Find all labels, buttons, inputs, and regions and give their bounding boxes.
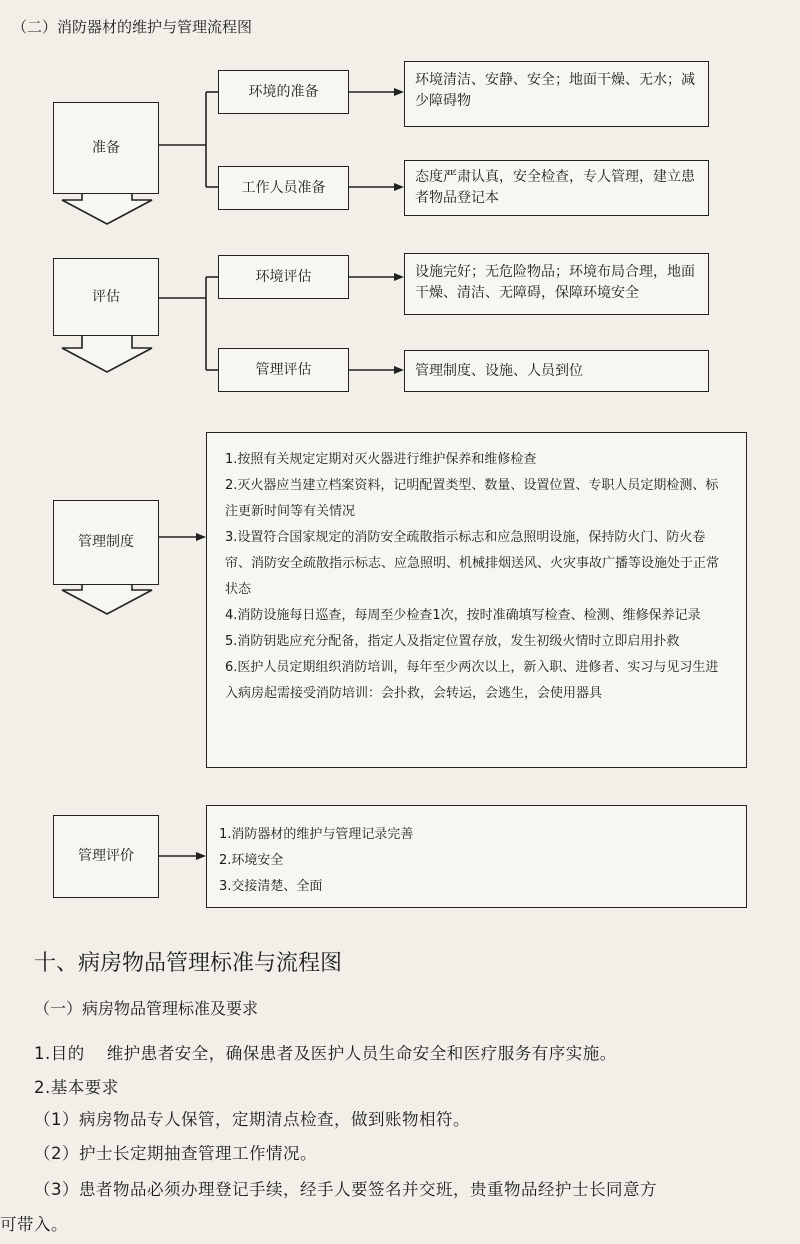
branch-mgmt-assess xyxy=(218,348,349,392)
system-item: 3.设置符合国家规定的消防安全疏散指示标志和应急照明设施，保持防火门、防火卷帘、消防安全疏散指示标志、应急照明、机械排烟送风、火灾事故广播等设施处于正常状态 xyxy=(225,530,720,597)
purpose-label: 1.目的 xyxy=(34,1044,85,1063)
arrowhead xyxy=(394,88,404,96)
branch-staff-prep xyxy=(218,166,349,210)
detail-text: 设施完好；无危险物品；环境布局合理，地面干燥、清洁、无障碍，保障环境安全 xyxy=(415,264,695,301)
branch-env-assess xyxy=(218,255,349,299)
stage-system-label: 管理制度 xyxy=(78,534,134,550)
requirement-item: （2）护士长定期抽查管理工作情况。 xyxy=(34,1144,317,1163)
detail-env-prep xyxy=(404,61,709,127)
purpose-line xyxy=(34,1040,617,1064)
arrowhead xyxy=(196,852,206,860)
arrowhead xyxy=(196,533,206,541)
system-item: 6.医护人员定期组织消防培训，每年至少两次以上，新入职、进修者、实习与见习生进入病房起需接受消防培训：会扑救，会转运，会逃生，会使用器具 xyxy=(225,660,719,701)
arrowhead xyxy=(394,183,404,191)
branch-label: 管理评估 xyxy=(255,361,312,378)
stage-evaluation xyxy=(53,815,159,898)
section-title: （二）消防器材的维护与管理流程图 xyxy=(12,18,253,36)
stage-system xyxy=(53,500,159,585)
branch-env-prep xyxy=(218,70,349,114)
requirements-title: 2.基本要求 xyxy=(34,1078,119,1097)
chapter-title: 十、病房物品管理标准与流程图 xyxy=(34,951,343,976)
branch-label: 工作人员准备 xyxy=(241,179,326,196)
detail-text: 管理制度、设施、人员到位 xyxy=(415,362,583,379)
detail-text: 态度严肃认真，安全检查，专人管理，建立患者物品登记本 xyxy=(415,169,695,206)
system-item: 1.按照有关规定定期对灭火器进行维护保养和维修检查 xyxy=(225,452,537,467)
evaluation-item: 1.消防器材的维护与管理记录完善 xyxy=(219,827,414,842)
down-arrow-icon xyxy=(62,335,152,372)
requirement-continuation: 可带入。 xyxy=(0,1215,68,1234)
stage-evaluation-label: 管理评价 xyxy=(78,848,134,864)
evaluation-detail xyxy=(206,805,747,908)
stage-assess-label: 评估 xyxy=(92,288,120,305)
subsection-title: （一）病房物品管理标准及要求 xyxy=(34,999,259,1018)
stage-assess xyxy=(53,258,159,336)
purpose-text: 维护患者安全，确保患者及医护人员生命安全和医疗服务有序实施。 xyxy=(106,1044,617,1063)
evaluation-item: 3.交接清楚、全面 xyxy=(219,879,323,894)
detail-mgmt-assess xyxy=(404,350,709,392)
arrowhead xyxy=(394,273,404,281)
detail-env-assess xyxy=(404,253,709,315)
detail-staff-prep xyxy=(404,160,709,216)
branch-label: 环境评估 xyxy=(255,268,312,285)
down-arrow-icon xyxy=(62,193,152,224)
detail-text: 环境清洁、安静、安全；地面干燥、无水；减少障碍物 xyxy=(415,72,695,109)
system-detail xyxy=(206,432,747,768)
requirement-item: （3）患者物品必须办理登记手续，经手人要签名并交班，贵重物品经护士长同意方 xyxy=(34,1180,657,1199)
branch-label: 环境的准备 xyxy=(248,83,319,100)
stage-prep-label: 准备 xyxy=(92,139,120,156)
requirement-item: （1）病房物品专人保管，定期清点检查，做到账物相符。 xyxy=(34,1110,470,1129)
stage-prep xyxy=(53,102,159,194)
system-item: 4.消防设施每日巡查，每周至少检查1次，按时准确填写检查、检测、维修保养记录 xyxy=(225,608,701,623)
arrowhead xyxy=(394,366,404,374)
system-item: 2.灭火器应当建立档案资料，记明配置类型、数量、设置位置、专职人员定期检测、标注更新时间等有关情况 xyxy=(225,478,719,519)
evaluation-item: 2.环境安全 xyxy=(219,853,284,868)
down-arrow-icon xyxy=(62,584,152,614)
system-item: 5.消防钥匙应充分配备，指定人及指定位置存放，发生初级火情时立即启用扑救 xyxy=(225,634,680,649)
